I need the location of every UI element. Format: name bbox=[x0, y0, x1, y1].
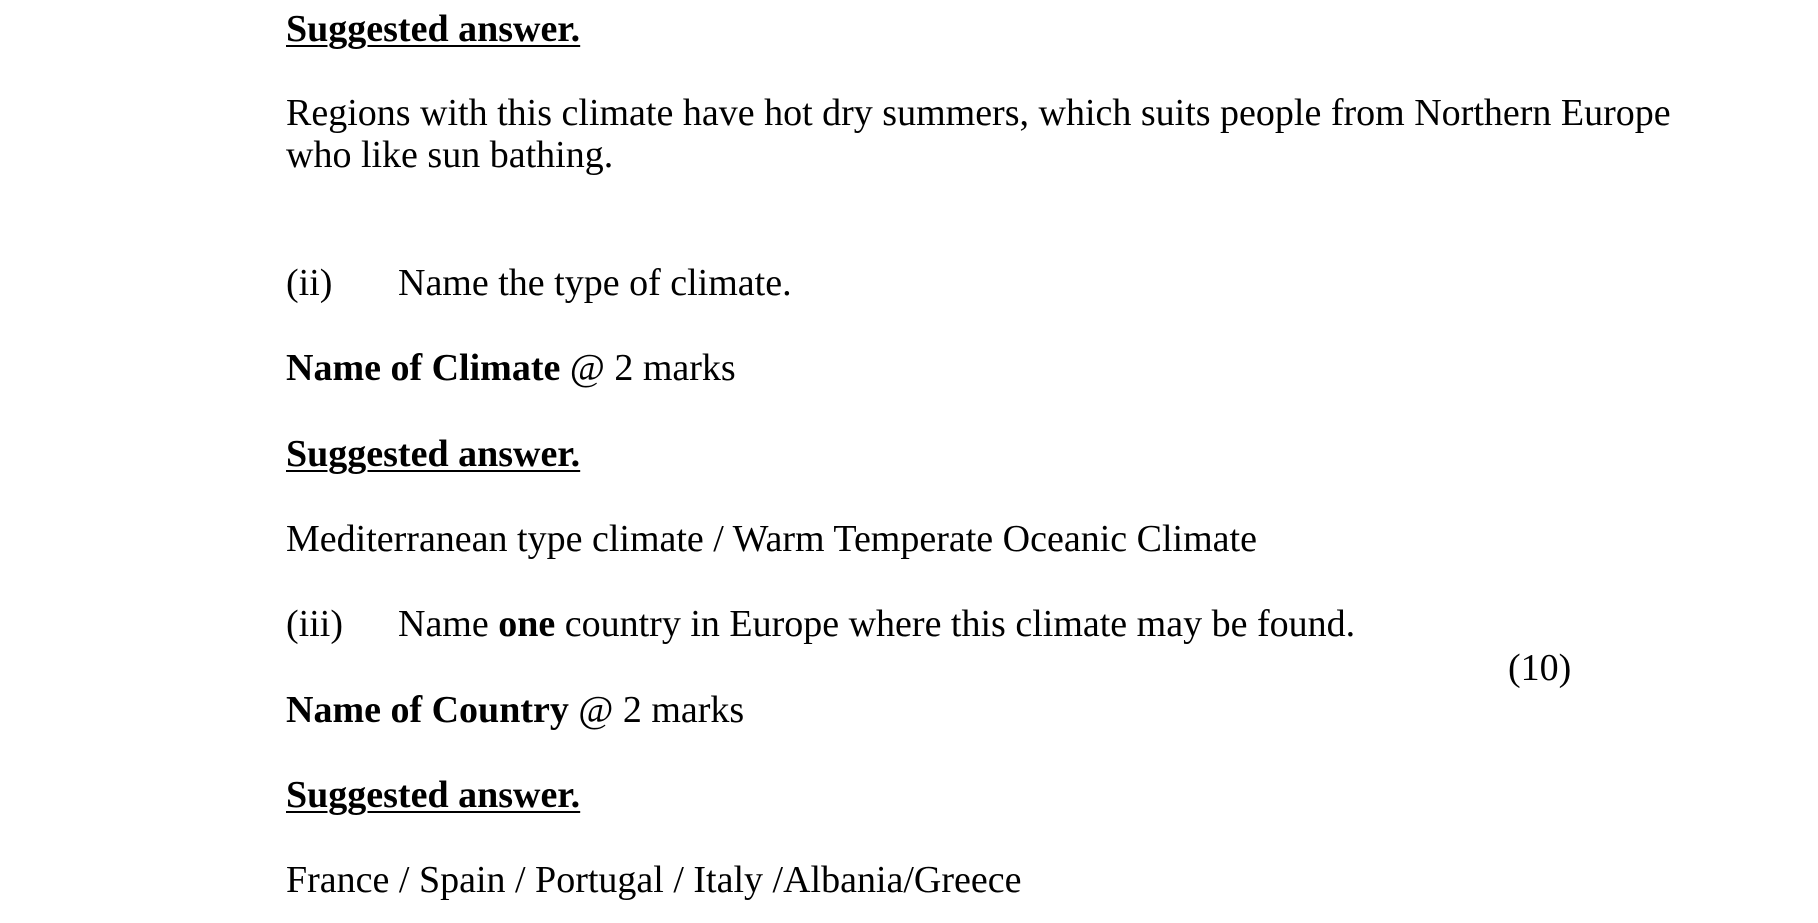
question-iii-emphasis: one bbox=[498, 603, 556, 645]
question-ii-number: (ii) bbox=[286, 262, 333, 304]
marking-iii-label: Name of Country bbox=[286, 689, 569, 731]
answer-1-text-line-1: Regions with this climate have hot dry summers, which suits people from Northern Europe bbox=[286, 92, 1671, 134]
marking-iii-marks: @ 2 marks bbox=[568, 689, 745, 731]
question-iii-text-after: country in Europe where this climate may be found. bbox=[555, 603, 1356, 645]
answer-1-text-line-2: who like sun bathing. bbox=[286, 134, 614, 176]
question-iii-number: (iii) bbox=[286, 603, 343, 645]
answer-3-text: France / Spain / Portugal / Italy /Albania/Greece bbox=[286, 859, 1022, 901]
total-marks: (10) bbox=[1508, 647, 1572, 689]
answer-2-text: Mediterranean type climate / Warm Temperate Oceanic Climate bbox=[286, 518, 1257, 560]
marking-iii bbox=[286, 689, 744, 731]
question-ii bbox=[286, 262, 792, 304]
question-iii bbox=[286, 603, 1355, 645]
marking-ii-marks: @ 2 marks bbox=[560, 347, 736, 389]
question-iii-text-before: Name bbox=[398, 603, 499, 645]
question-ii-text: Name the type of climate. bbox=[398, 262, 792, 304]
marking-ii bbox=[286, 347, 736, 389]
marking-ii-label: Name of Climate bbox=[286, 347, 561, 389]
suggested-answer-heading-2: Suggested answer. bbox=[286, 433, 581, 475]
suggested-answer-heading-3: Suggested answer. bbox=[286, 774, 581, 816]
suggested-answer-heading-1: Suggested answer. bbox=[286, 8, 581, 50]
